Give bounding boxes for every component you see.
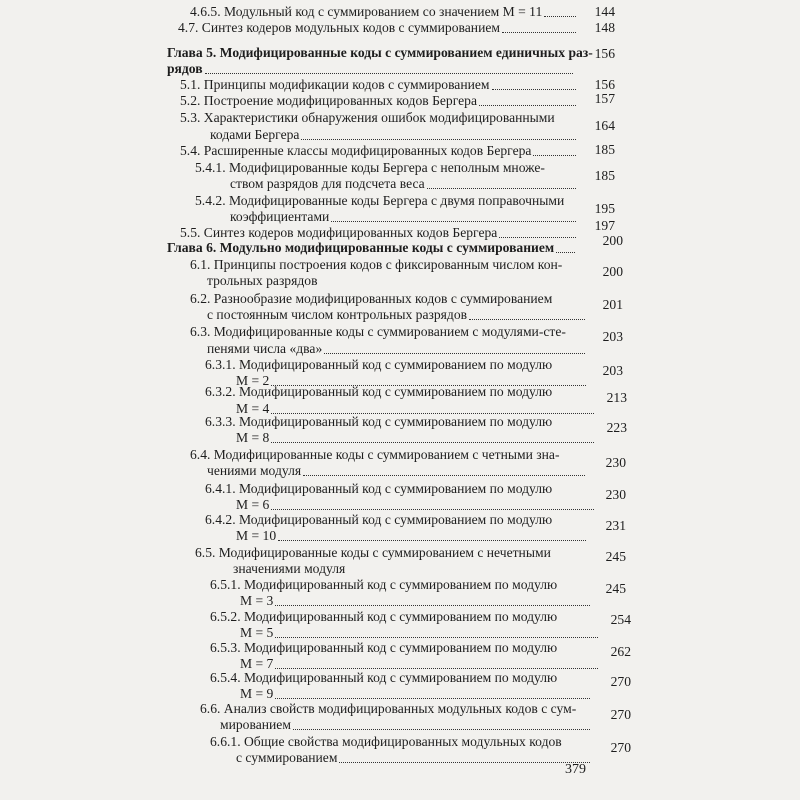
- toc-entry-text: 5.1. Принципы модификации кодов с суммированием: [180, 77, 490, 92]
- toc-page-number: 245: [605, 549, 626, 564]
- toc-chapter: [167, 240, 577, 256]
- toc-entry-text: M = 4: [236, 401, 270, 416]
- toc-entry: [207, 341, 587, 357]
- toc-entry: [240, 625, 600, 641]
- toc-entry-line: 6.3.2. Модифицированный код с суммированием по модулю: [205, 384, 553, 399]
- toc-entry-line: 6.5. Модифицированные коды с суммированием с нечетными: [195, 545, 551, 560]
- toc-entry-text: мированием: [220, 717, 291, 732]
- toc-entry-text: M = 2: [236, 373, 270, 388]
- toc-entry-text: M = 9: [240, 686, 274, 701]
- toc-entry-text: чениями модуля: [207, 463, 302, 478]
- toc-entry-line: 6.6. Анализ свойств модифицированных модульных кодов с сум-: [200, 701, 577, 716]
- toc-entry: [190, 4, 578, 20]
- toc-entry-line: 5.3. Характеристики обнаружения ошибок модифицированными: [180, 110, 555, 125]
- toc-page-number: 223: [606, 420, 627, 435]
- toc-entry-text: 5.2. Построение модифицированных кодов Бергера: [180, 93, 477, 108]
- toc-entry: [180, 225, 578, 241]
- toc-page-number: 197: [594, 218, 615, 233]
- toc-page-number: 203: [602, 363, 623, 378]
- toc-chapter: [167, 61, 575, 77]
- toc-entry-text: M = 5: [240, 625, 274, 640]
- toc-page-number: 213: [606, 390, 627, 405]
- toc-page-number: 254: [610, 612, 631, 627]
- toc-entry-line: 6.1. Принципы построения кодов с фиксированным числом кон-: [190, 257, 563, 272]
- toc-entry-text: M = 7: [240, 656, 274, 671]
- toc-entry-line: 6.3. Модифицированные коды с суммированием с модулями-сте-: [190, 324, 566, 339]
- page-number: 379: [565, 762, 586, 777]
- toc-entry: [233, 561, 593, 577]
- toc-entry-line: 6.5.3. Модифицированный код с суммированием по модулю: [210, 640, 558, 655]
- toc-page-number: 156: [594, 46, 615, 61]
- toc-page-number: 201: [602, 297, 623, 312]
- toc-page-number: 144: [594, 4, 615, 19]
- toc-entry: [230, 176, 578, 192]
- toc-page-number: 262: [610, 644, 631, 659]
- toc-entry: [240, 686, 592, 702]
- toc-entry: [236, 528, 588, 544]
- toc-entry-line: 6.2. Разнообразие модифицированных кодов с суммированием: [190, 291, 553, 306]
- toc-entry-text: 4.7. Синтез кодеров модульных кодов с суммированием: [178, 20, 500, 35]
- toc-entry-text: 5.4. Расширенные классы модифицированных кодов Бергера: [180, 143, 532, 158]
- toc-entry-line: 6.5.2. Модифицированный код с суммированием по модулю: [210, 609, 558, 624]
- toc-page-number: 200: [602, 264, 623, 279]
- toc-entry-text: Глава 6. Модульно модифицированные коды с суммированием: [167, 240, 555, 255]
- toc-page-number: 270: [610, 707, 631, 722]
- toc-page-number: 230: [605, 455, 626, 470]
- toc-page-number: 157: [594, 91, 615, 106]
- toc-entry: [236, 497, 596, 513]
- toc-page-number: 164: [594, 118, 615, 133]
- toc-entry-text: M = 6: [236, 497, 270, 512]
- toc-entry: [207, 307, 587, 323]
- toc-entry: [207, 463, 587, 479]
- toc-entry-line: 5.4.2. Модифицированные коды Бергера с двумя поправочными: [195, 193, 565, 208]
- toc-entry-line: 6.6.1. Общие свойства модифицированных модульных кодов: [210, 734, 562, 749]
- toc-entry-text: 5.5. Синтез кодеров модифицированных кодов Бергера: [180, 225, 498, 240]
- toc-entry: [230, 209, 578, 225]
- toc-entry-line: 6.5.4. Модифицированный код с суммированием по модулю: [210, 670, 558, 685]
- toc-entry-text: коэффициентами: [230, 209, 330, 224]
- toc-page-number: 270: [610, 674, 631, 689]
- toc-page-number: 185: [594, 142, 615, 157]
- toc-entry-line: 6.4.2. Модифицированный код с суммированием по модулю: [205, 512, 553, 527]
- toc-entry-text: пенями числа «два»: [207, 341, 323, 356]
- toc-entry-line: 6.4. Модифицированные коды с суммированием с четными зна-: [190, 447, 560, 462]
- toc-entry-text: значениями модуля: [233, 561, 346, 576]
- toc-entry-text: 4.6.5. Модульный код с суммированием со значением M = 11: [190, 4, 543, 19]
- toc-entry-line: 6.4.1. Модифицированный код с суммированием по модулю: [205, 481, 553, 496]
- toc-entry: [210, 127, 578, 143]
- toc-entry-text: M = 8: [236, 430, 270, 445]
- toc-page-number: 270: [610, 740, 631, 755]
- toc-entry: [180, 93, 578, 109]
- toc-entry: [236, 430, 596, 446]
- toc-page-number: 200: [602, 233, 623, 248]
- toc-entry-line: 6.3.1. Модифицированный код с суммированием по модулю: [205, 357, 553, 372]
- toc-entry: [207, 273, 587, 289]
- toc-page-number: 195: [594, 201, 615, 216]
- toc-entry: [240, 593, 592, 609]
- toc-entry: [220, 717, 592, 733]
- toc-page-number: 230: [605, 487, 626, 502]
- toc-entry-text: трольных разрядов: [207, 273, 318, 288]
- toc-entry-line: 6.5.1. Модифицированный код с суммированием по модулю: [210, 577, 558, 592]
- toc-entry: [180, 143, 578, 159]
- toc-entry: [236, 750, 592, 766]
- toc-entry: [178, 20, 578, 36]
- toc-page-number: 245: [605, 581, 626, 596]
- toc-entry-text: M = 3: [240, 593, 274, 608]
- toc-entry-line: 5.4.1. Модифицированные коды Бергера с неполным множе-: [195, 160, 545, 175]
- toc-page-number: 156: [594, 77, 615, 92]
- toc-entry-text: кодами Бергера: [210, 127, 300, 142]
- toc-page-number: 148: [594, 20, 615, 35]
- toc-entry-text: ством разрядов для подсчета веса: [230, 176, 425, 191]
- toc-page-number: 231: [605, 518, 626, 533]
- toc-chapter-line: Глава 5. Модифицированные коды с суммированием единичных раз-: [167, 45, 593, 60]
- toc-entry-text: M = 10: [236, 528, 277, 543]
- toc-entry: [180, 77, 578, 93]
- toc-page-number: 185: [594, 168, 615, 183]
- toc-entry-line: 6.3.3. Модифицированный код с суммированием по модулю: [205, 414, 553, 429]
- toc-entry-text: с постоянным числом контрольных разрядов: [207, 307, 468, 322]
- toc-page-number: 203: [602, 329, 623, 344]
- toc-entry-text: рядов: [167, 61, 203, 76]
- toc-entry-text: с суммированием: [236, 750, 338, 765]
